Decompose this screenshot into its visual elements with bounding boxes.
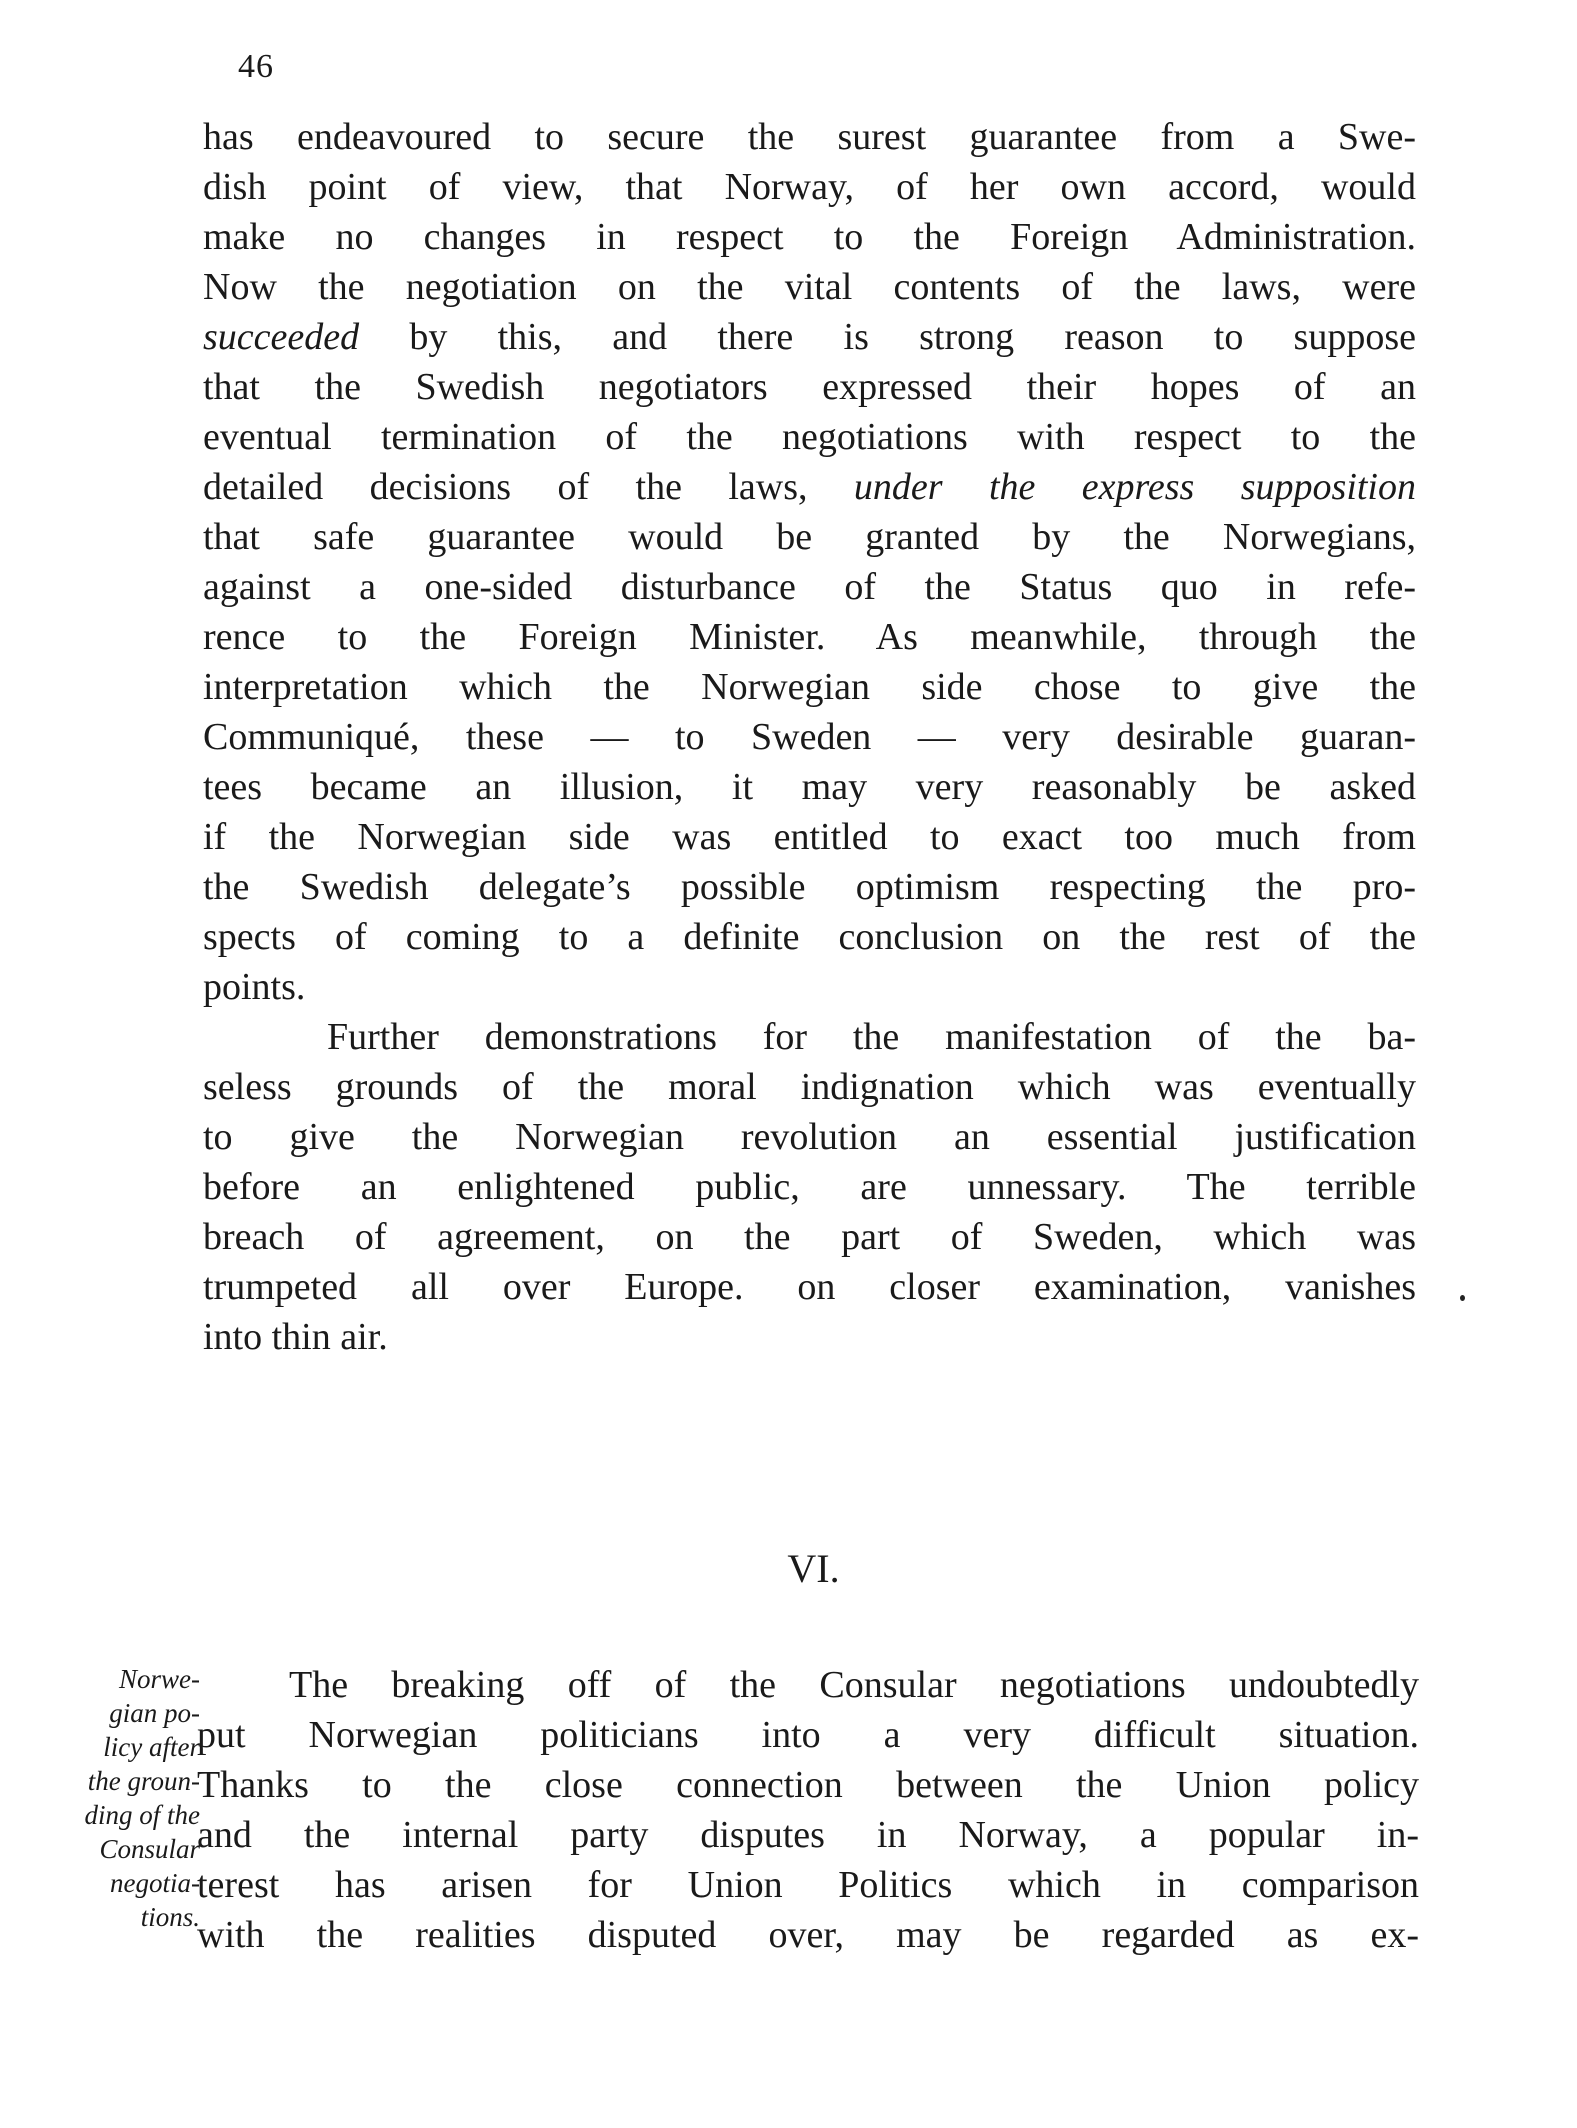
text-line: and the internal party disputes in Norway, a popular in-: [197, 1814, 1419, 1856]
margin-note-line: gian po-: [109, 1698, 200, 1728]
margin-note-line: the groun-: [87, 1766, 200, 1796]
text-line: rence to the Foreign Minister. As meanwhile, through the: [203, 616, 1416, 658]
margin-note-line: ding of the: [84, 1800, 200, 1830]
text-line: breach of agreement, on the part of Sweden, which was: [203, 1216, 1416, 1258]
text-line: spects of coming to a definite conclusion on the rest of the: [203, 916, 1416, 958]
emphasis-express-supposition: under the express supposition: [853, 466, 1416, 508]
margin-note-line: negotia-: [110, 1868, 200, 1898]
text-line: Communiqué, these — to Sweden — very desirable guaran-: [203, 716, 1416, 758]
text-segment: detailed decisions of the laws,: [203, 466, 854, 508]
text-line: Further demonstrations for the manifestation of the ba-: [327, 1016, 1416, 1058]
text-line: put Norwegian politicians into a very difficult situation.: [197, 1714, 1419, 1756]
text-line: terest has arisen for Union Politics which in comparison: [197, 1864, 1419, 1906]
text-line: Now the negotiation on the vital contents of the laws, were: [203, 266, 1416, 308]
paragraph-1: [203, 112, 1416, 1012]
section-paragraph: [197, 1660, 1419, 1960]
text-segment: by this, and there is strong reason to suppose: [359, 316, 1416, 358]
text-line: has endeavoured to secure the surest guarantee from a Swe-: [203, 116, 1416, 158]
text-line: Thanks to the close connection between the Union policy: [197, 1764, 1419, 1806]
text-line: if the Norwegian side was entitled to exact too much from: [203, 816, 1416, 858]
emphasis-succeeded: succeeded: [203, 316, 360, 358]
text-line: [203, 462, 1416, 512]
margin-note-line: tions.: [140, 1902, 200, 1932]
text-line: [203, 312, 1416, 362]
margin-note-line: Norwe-: [119, 1664, 200, 1694]
text-line: the Swedish delegate’s possible optimism respecting the pro-: [203, 866, 1416, 908]
text-line: eventual termination of the negotiations with respect to the: [203, 416, 1416, 458]
margin-note: [40, 1662, 200, 1934]
margin-note-line: licy after: [103, 1732, 200, 1762]
page-number: 46: [238, 48, 274, 85]
text-line: seless grounds of the moral indignation which was eventually: [203, 1066, 1416, 1108]
margin-note-line: Consular: [99, 1834, 200, 1864]
text-line: that safe guarantee would be granted by the Norwegians,: [203, 516, 1416, 558]
text-line: against a one-sided disturbance of the Status quo in refe-: [203, 566, 1416, 608]
text-line: interpretation which the Norwegian side chose to give the: [203, 666, 1416, 708]
text-line: The breaking off of the Consular negotiations undoubtedly: [289, 1664, 1419, 1706]
text-line: trumpeted all over Europe. on closer examination, vanishes: [203, 1266, 1416, 1308]
paragraph-2: [203, 1012, 1416, 1362]
text-line: into thin air.: [203, 1316, 388, 1358]
text-line: that the Swedish negotiators expressed their hopes of an: [203, 366, 1416, 408]
text-line: make no changes in respect to the Foreign Administration.: [203, 216, 1416, 258]
text-line: with the realities disputed over, may be regarded as ex-: [197, 1914, 1419, 1956]
text-line: before an enlightened public, are unnessary. The terrible: [203, 1166, 1416, 1208]
text-line: to give the Norwegian revolution an essential justification: [203, 1116, 1416, 1158]
section-heading: VI.: [787, 1546, 840, 1591]
text-line: dish point of view, that Norway, of her own accord, would: [203, 166, 1416, 208]
text-line: points.: [203, 966, 306, 1008]
ink-speck: [1460, 1295, 1465, 1301]
text-line: tees became an illusion, it may very reasonably be asked: [203, 766, 1416, 808]
